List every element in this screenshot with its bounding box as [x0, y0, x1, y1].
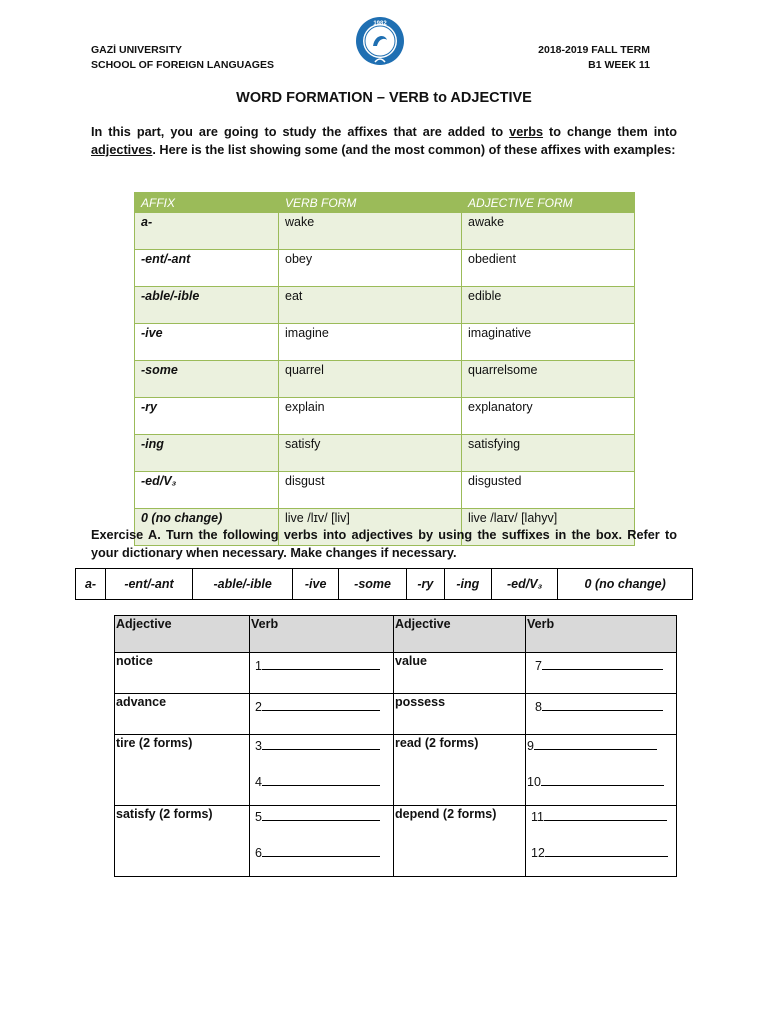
header-left	[91, 43, 274, 73]
answer-blank[interactable]: 5	[251, 807, 392, 843]
table-row	[135, 324, 635, 361]
affix-table-header	[135, 193, 635, 213]
page-title: WORD FORMATION – VERB to ADJECTIVE	[236, 90, 532, 106]
adjective-cell: quarrelsome	[462, 361, 635, 398]
table-row	[135, 435, 635, 472]
school-name: SCHOOL OF FOREIGN LANGUAGES	[91, 59, 274, 71]
column-header: AFFIX	[135, 193, 279, 213]
answer-blank[interactable]: 4	[251, 772, 392, 802]
adjective-cell: edible	[462, 287, 635, 324]
adjective-word: notice	[115, 653, 250, 694]
header-right	[538, 43, 650, 73]
affix-cell: a-	[135, 213, 279, 250]
table-row	[135, 361, 635, 398]
affix-cell: -ing	[135, 435, 279, 472]
adjective-cell: obedient	[462, 250, 635, 287]
university-name: GAZİ UNIVERSITY	[91, 44, 183, 56]
answer-cell	[526, 694, 677, 735]
verb-cell: wake	[279, 213, 462, 250]
answer-cell	[526, 735, 677, 806]
university-seal-logo	[355, 16, 405, 66]
answer-cell	[250, 806, 394, 877]
answer-blank[interactable]: 1	[251, 654, 392, 692]
term: 2018-2019 FALL TERM	[538, 44, 650, 56]
adjective-word: value	[394, 653, 526, 694]
column-header: Adjective	[394, 616, 526, 653]
column-header: Verb	[250, 616, 394, 653]
column-header: VERB FORM	[279, 193, 462, 213]
table-row	[135, 398, 635, 435]
intro-paragraph	[91, 123, 677, 159]
affix-cell: -ent/-ant	[135, 250, 279, 287]
answer-blank[interactable]: 8	[527, 695, 675, 733]
adjective-cell: explanatory	[462, 398, 635, 435]
adjective-cell: awake	[462, 213, 635, 250]
verb-cell: eat	[279, 287, 462, 324]
logo-year: 1982	[373, 21, 387, 27]
verb-cell: satisfy	[279, 435, 462, 472]
suffix-item: -ed/V₃	[492, 569, 558, 600]
affix-cell: -able/-ible	[135, 287, 279, 324]
column-header: Adjective	[115, 616, 250, 653]
intro-text: to change them into	[543, 125, 677, 139]
answer-blank[interactable]: 9	[527, 736, 675, 772]
adjective-word: advance	[115, 694, 250, 735]
adjective-cell: satisfying	[462, 435, 635, 472]
affix-cell: -some	[135, 361, 279, 398]
suffix-item: -ing	[444, 569, 492, 600]
table-row	[135, 472, 635, 509]
suffix-item: 0 (no change)	[558, 569, 693, 600]
answer-blank[interactable]: 11	[527, 807, 675, 843]
intro-adjectives: adjectives	[91, 143, 153, 157]
exercise-table-header	[115, 616, 677, 653]
adjective-word: depend (2 forms)	[394, 806, 526, 877]
intro-text: . Here is the list showing some (and the most common) of these affixes with examples:	[152, 143, 676, 157]
affix-cell: -ed/V₃	[135, 472, 279, 509]
answer-blank[interactable]: 3	[251, 736, 392, 772]
answer-cell	[250, 735, 394, 806]
table-row	[135, 250, 635, 287]
answer-blank[interactable]: 12	[527, 843, 675, 873]
answer-blank[interactable]: 2	[251, 695, 392, 733]
answer-cell	[526, 806, 677, 877]
answer-cell	[526, 653, 677, 694]
answer-cell	[250, 653, 394, 694]
suffix-box	[75, 568, 693, 600]
adjective-cell: imaginative	[462, 324, 635, 361]
adjective-cell: disgusted	[462, 472, 635, 509]
answer-blank[interactable]: 10	[527, 772, 675, 802]
table-row	[115, 694, 677, 735]
table-row	[115, 735, 677, 806]
answer-blank[interactable]: 7	[527, 654, 675, 692]
intro-text: In this part, you are going to study the affixes that are added to	[91, 125, 510, 139]
verb-cell: explain	[279, 398, 462, 435]
adjective-word: possess	[394, 694, 526, 735]
answer-blank[interactable]: 6	[251, 843, 392, 873]
exercise-instructions: Exercise A. Turn the following verbs into adjectives by using the suffixes in the box. Refer to your dictionary when necessary. Make changes if necessary.	[91, 528, 677, 560]
verb-cell: live /lɪv/ [liv]	[279, 509, 462, 546]
adjective-word: read (2 forms)	[394, 735, 526, 806]
verb-cell: obey	[279, 250, 462, 287]
affix-cell: -ive	[135, 324, 279, 361]
adjective-word: tire (2 forms)	[115, 735, 250, 806]
adjective-cell: live /laɪv/ [lahyv]	[462, 509, 635, 546]
column-header: Verb	[526, 616, 677, 653]
suffix-item: -able/-ible	[192, 569, 292, 600]
suffix-item: -ive	[293, 569, 339, 600]
suffix-item: -some	[338, 569, 406, 600]
week: B1 WEEK 11	[588, 59, 650, 71]
table-row	[135, 213, 635, 250]
column-header: ADJECTIVE FORM	[462, 193, 635, 213]
answer-cell	[250, 694, 394, 735]
verb-cell: imagine	[279, 324, 462, 361]
suffix-item: -ry	[407, 569, 444, 600]
suffix-item: a-	[76, 569, 106, 600]
affix-cell: 0 (no change)	[135, 509, 279, 546]
table-row	[115, 653, 677, 694]
table-row	[115, 806, 677, 877]
affix-cell: -ry	[135, 398, 279, 435]
intro-verbs: verbs	[509, 125, 544, 139]
adjective-word: satisfy (2 forms)	[115, 806, 250, 877]
verb-cell: quarrel	[279, 361, 462, 398]
verb-cell: disgust	[279, 472, 462, 509]
table-row	[135, 287, 635, 324]
suffix-item: -ent/-ant	[106, 569, 193, 600]
affix-table	[134, 192, 635, 546]
exercise-table	[114, 615, 677, 877]
